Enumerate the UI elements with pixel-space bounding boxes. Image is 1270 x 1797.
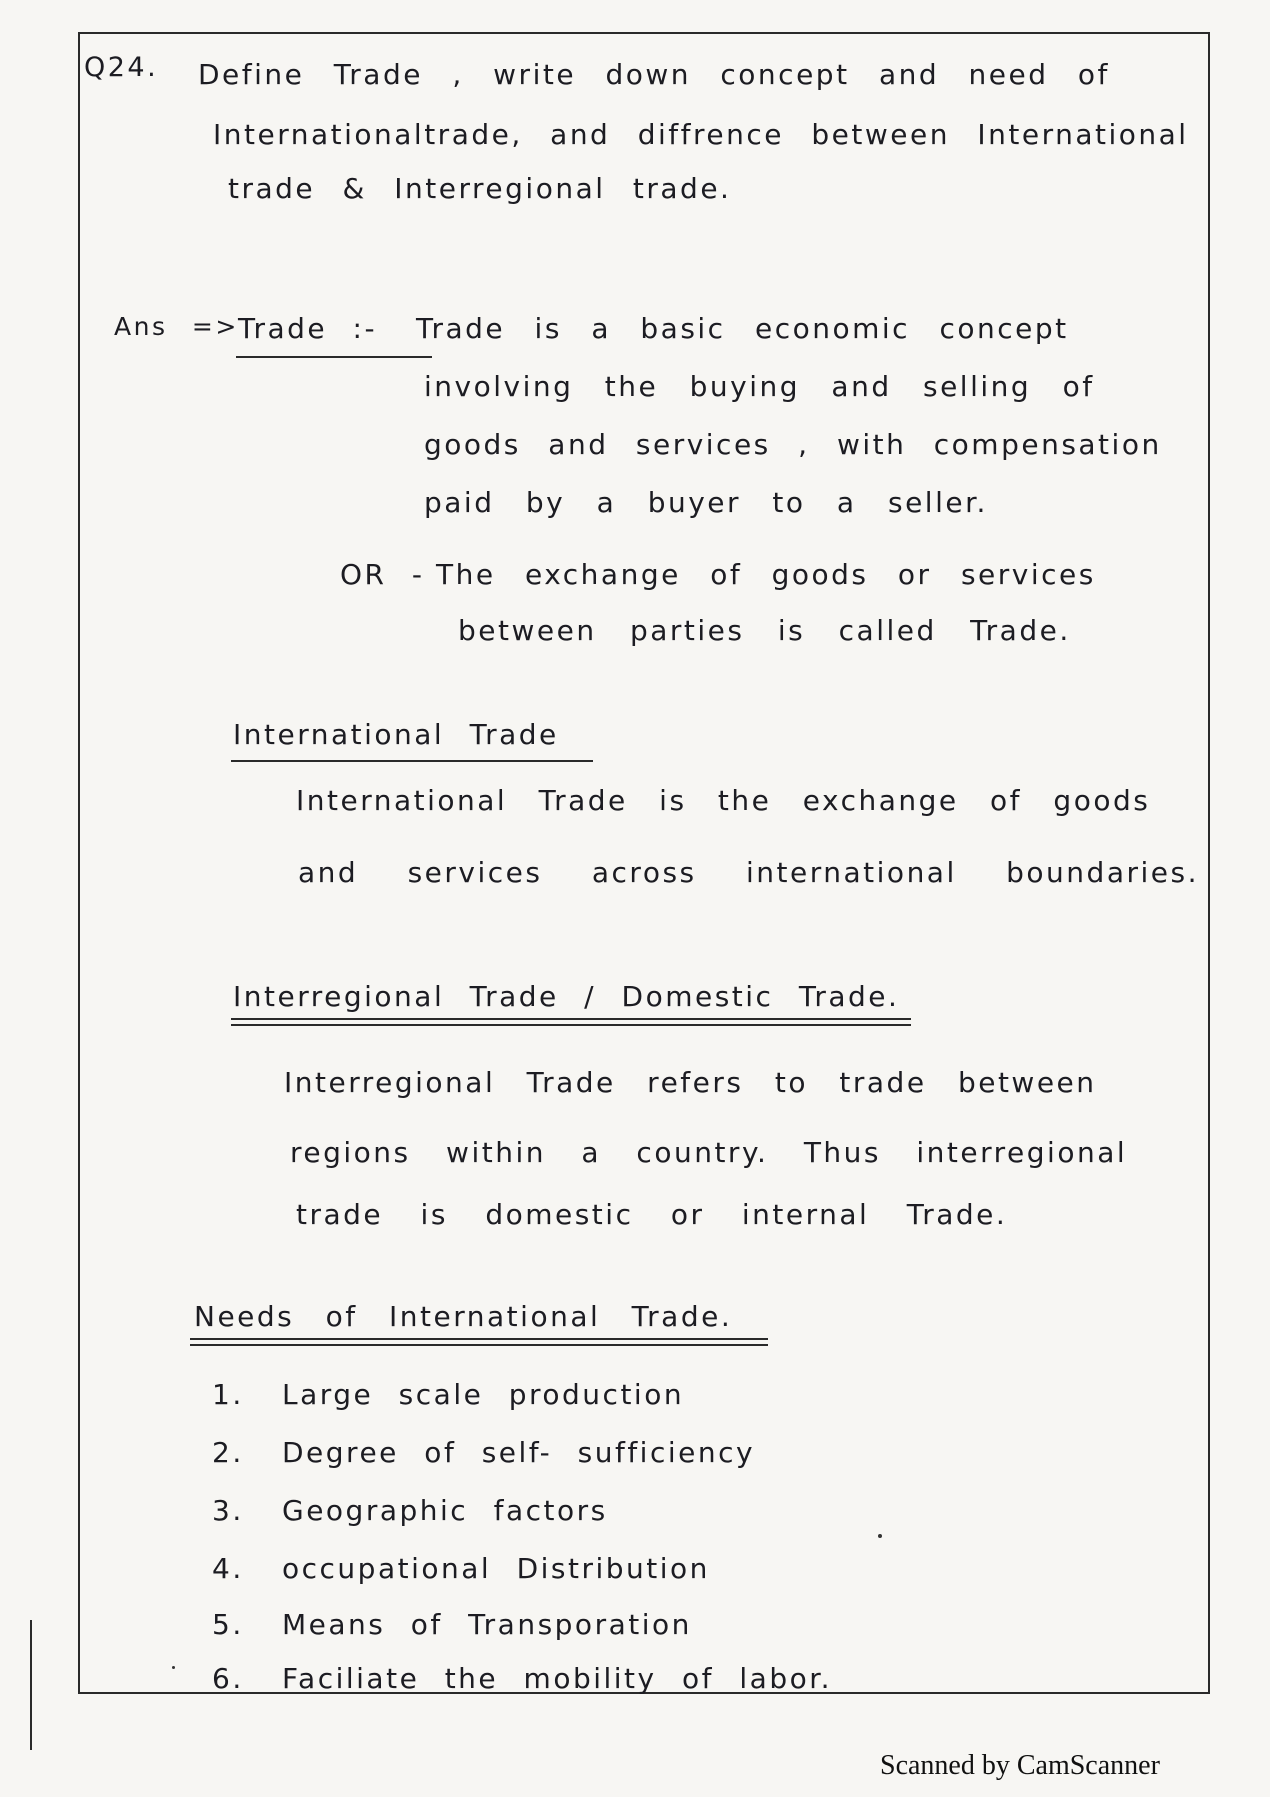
list-item-number: 2. (212, 1436, 244, 1469)
page-edge-line (30, 1620, 32, 1750)
needs-list-item (212, 1662, 832, 1695)
list-item-number: 5. (212, 1608, 244, 1641)
list-item-text: Geographic factors (282, 1494, 608, 1527)
trade-alternative-line-1: The exchange of goods or services (436, 558, 1096, 591)
interregional-trade-heading-underline-2 (231, 1024, 911, 1026)
list-item-text: Means of Transporation (282, 1608, 692, 1641)
trade-definition-line-3: goods and services , with compensation (424, 428, 1162, 461)
needs-list-item (212, 1552, 710, 1585)
list-item-text: Large scale production (282, 1378, 685, 1411)
international-trade-heading: International Trade (233, 718, 559, 751)
international-trade-line-2: and services across international boundaries. (298, 856, 1199, 889)
scanner-watermark: Scanned by CamScanner (880, 1750, 1160, 1781)
interregional-trade-heading-underline (231, 1018, 911, 1020)
ink-speck (172, 1666, 175, 1669)
interregional-trade-line-2: regions within a country. Thus interregional (290, 1136, 1128, 1169)
interregional-trade-line-1: Interregional Trade refers to trade between (284, 1066, 1097, 1099)
interregional-trade-heading: Interregional Trade / Domestic Trade. (233, 980, 900, 1013)
international-trade-heading-underline (231, 760, 593, 762)
interregional-trade-line-3: trade is domestic or internal Trade. (296, 1198, 1008, 1231)
needs-heading-underline-2 (190, 1344, 768, 1346)
needs-heading: Needs of International Trade. (194, 1300, 733, 1333)
question-line-2: Internationaltrade, and diffrence between International (213, 118, 1189, 151)
trade-definition-line-4: paid by a buyer to a seller. (424, 486, 988, 519)
list-item-number: 3. (212, 1494, 244, 1527)
needs-list-item (212, 1608, 692, 1641)
answer-marker: Ans => (114, 312, 239, 341)
trade-heading-underline (236, 356, 432, 358)
list-item-number: 6. (212, 1662, 244, 1695)
or-label: OR - (340, 558, 425, 591)
needs-list-item (212, 1378, 684, 1411)
needs-list-item (212, 1436, 755, 1469)
list-item-number: 4. (212, 1552, 244, 1585)
needs-list-item (212, 1494, 608, 1527)
question-line-3: trade & Interregional trade. (228, 172, 732, 205)
list-item-text: occupational Distribution (282, 1552, 710, 1585)
question-number: Q24. (84, 52, 159, 83)
trade-definition-line-2: involving the buying and selling of (424, 370, 1095, 403)
ink-speck (878, 1534, 882, 1538)
international-trade-line-1: International Trade is the exchange of goods (296, 784, 1151, 817)
needs-heading-underline (190, 1338, 768, 1340)
trade-alternative-line-2: between parties is called Trade. (458, 614, 1071, 647)
trade-definition-line-1: Trade is a basic economic concept (416, 312, 1069, 345)
list-item-text: Faciliate the mobility of labor. (282, 1662, 833, 1695)
trade-heading: Trade :- (238, 312, 378, 345)
list-item-text: Degree of self- sufficiency (282, 1436, 756, 1469)
list-item-number: 1. (212, 1378, 244, 1411)
question-line-1: Define Trade , write down concept and need of (198, 58, 1110, 91)
